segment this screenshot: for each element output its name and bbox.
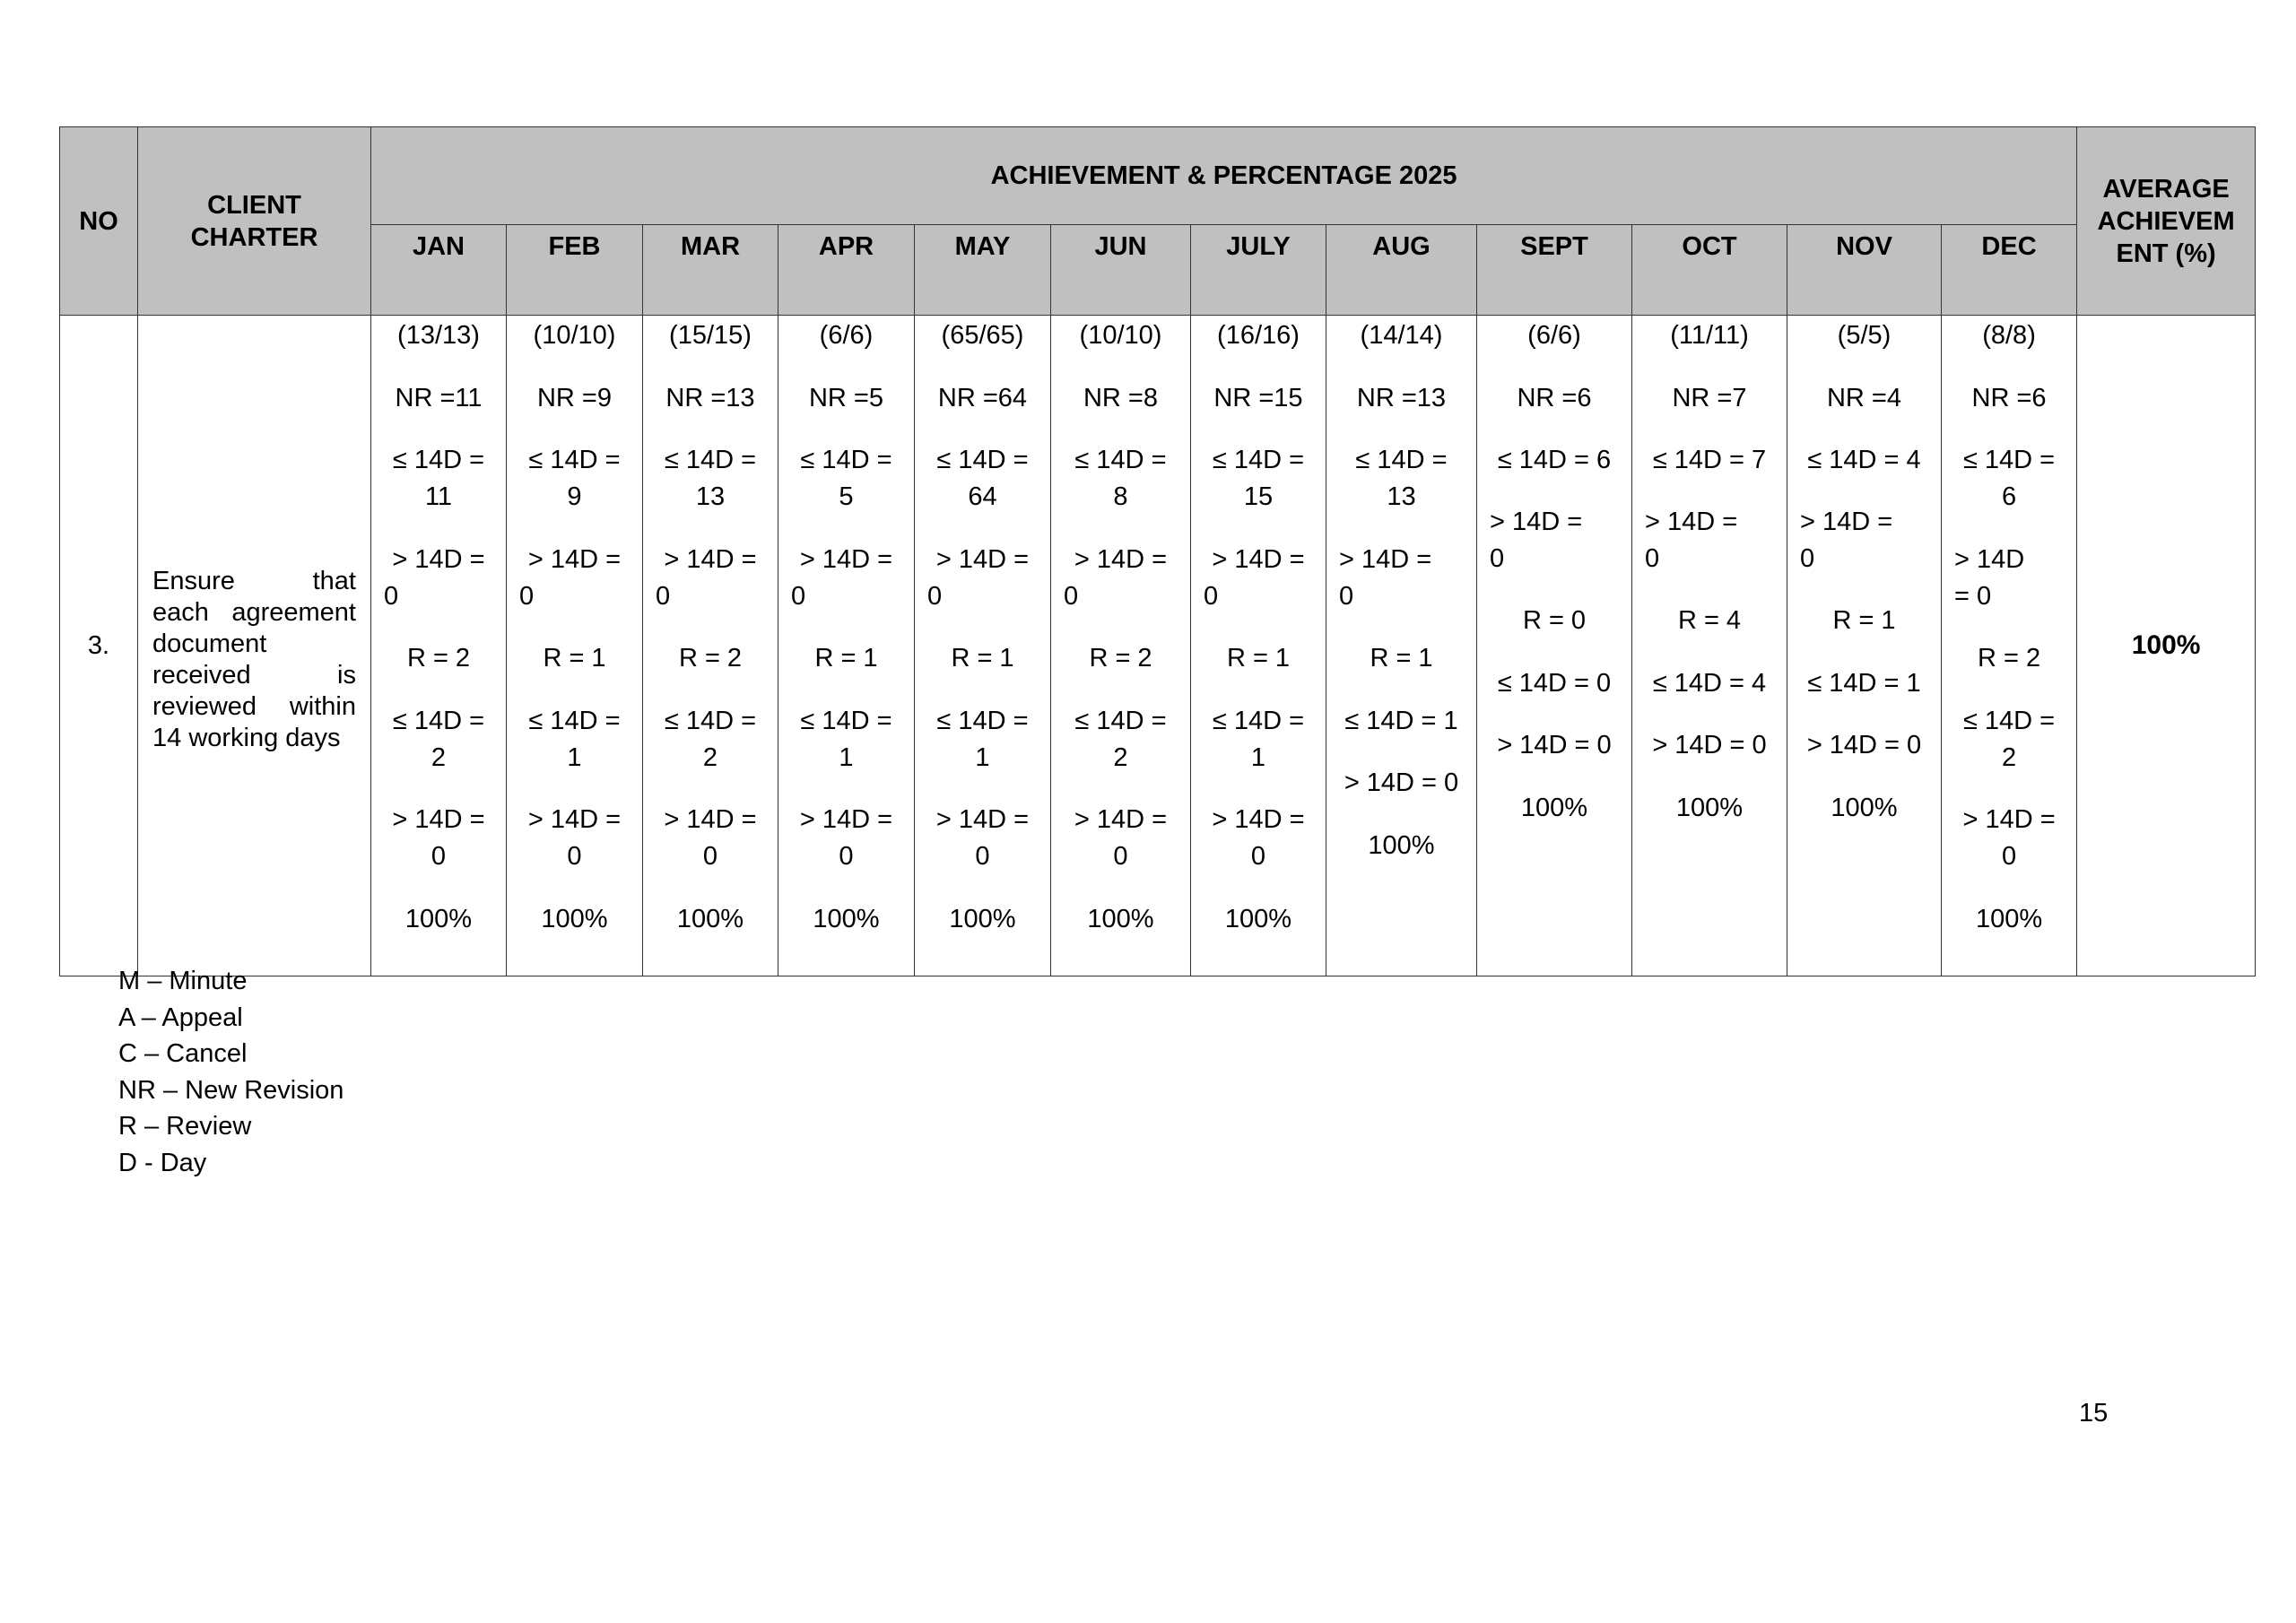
header-row-top [60, 127, 2256, 225]
client-charter-line: received is [152, 661, 356, 690]
month-cell-line: 100% [1087, 905, 1154, 933]
row-number: 3. [60, 316, 138, 976]
month-cell-line: (5/5) [1837, 321, 1892, 350]
client-charter-line: reviewed within [152, 692, 356, 721]
month-cell-line: (13/13) [397, 321, 480, 350]
month-cell-line: NR =8 [1083, 384, 1158, 412]
month-cell-line: > 14D = [1645, 508, 1738, 536]
month-cell-mar [643, 316, 778, 976]
month-cell-line: ≤ 14D = 4 [1807, 446, 1921, 474]
month-cell-line: 0 [1490, 544, 1505, 573]
month-cell-line: 100% [1224, 905, 1292, 933]
month-cell-line: R = 2 [406, 644, 471, 673]
month-cell-line: R = 1 [951, 644, 1014, 673]
month-cell-line: 0 [927, 582, 943, 611]
legend-item: C – Cancel [118, 1039, 248, 1068]
header-month-july: JULY [1191, 225, 1326, 316]
month-cell-line: ≤ 14D = [664, 446, 757, 474]
header-month-feb: FEB [507, 225, 643, 316]
month-cell-line: > 14D = [935, 805, 1030, 834]
header-client-charter-line: CHARTER [190, 222, 318, 252]
month-cell-line: ≤ 14D = [936, 707, 1029, 735]
month-cell-line: 100% [813, 905, 880, 933]
month-cell-line: ≤ 14D = [664, 707, 757, 735]
month-cell-line: (10/10) [533, 321, 616, 350]
header-month-may: MAY [915, 225, 1051, 316]
month-cell-may [915, 316, 1051, 976]
month-cell-line: ≤ 14D = [528, 446, 621, 474]
month-cell-line: 6 [2001, 482, 2017, 511]
header-average-line: AVERAGE [2102, 174, 2230, 204]
month-cell-line: 1 [975, 743, 990, 772]
legend-item: R – Review [118, 1112, 252, 1141]
month-cell-line: 8 [1113, 482, 1128, 511]
average-achievement-value: 100% [2077, 316, 2256, 976]
month-cell-line: > 14D = [1339, 545, 1432, 574]
month-cell-line: ≤ 14D = 1 [1344, 707, 1458, 735]
month-cell-line: ≤ 14D = [528, 707, 621, 735]
month-cell-line: > 14D = [392, 545, 485, 574]
page-number: 15 [2079, 1399, 2109, 1428]
header-month-nov: NOV [1787, 225, 1942, 316]
month-cell-line: 100% [676, 905, 744, 933]
month-cell-line: > 14D = 0 [1497, 731, 1612, 759]
month-cell-line: (14/14) [1360, 321, 1443, 350]
month-cell-line: NR =15 [1213, 384, 1303, 412]
month-cell-line: 100% [1675, 794, 1744, 822]
month-cell-line: 100% [541, 905, 608, 933]
month-cell-line: (8/8) [1982, 321, 2036, 350]
month-cell-aug [1326, 316, 1477, 976]
month-cell-line: R = 1 [814, 644, 878, 673]
month-cell-line: ≤ 14D = [392, 707, 485, 735]
month-cell-line: > 14D [1954, 545, 2025, 574]
header-month-oct: OCT [1632, 225, 1787, 316]
month-cell-line: > 14D = [392, 805, 485, 834]
month-cell-line: NR =6 [1517, 384, 1592, 412]
month-cell-line: 0 [1204, 582, 1219, 611]
month-cell-line: NR =13 [665, 384, 755, 412]
month-cell-line: R = 1 [1226, 644, 1291, 673]
month-cell-line: 100% [949, 905, 1016, 933]
month-cell-line: 0 [1645, 544, 1660, 573]
month-cell-line: R = 2 [1977, 644, 2041, 673]
month-cell-line: R = 0 [1522, 606, 1587, 635]
month-cell-line: NR =5 [808, 384, 883, 412]
month-cell-oct [1632, 316, 1787, 976]
month-cell-line: > 14D = [935, 545, 1030, 574]
month-cell-line: 2 [1113, 743, 1128, 772]
month-cell-line: > 14D = [664, 805, 757, 834]
month-cell-line: ≤ 14D = [1074, 707, 1167, 735]
month-cell-line: ≤ 14D = [936, 446, 1029, 474]
legend-item: NR – New Revision [118, 1075, 344, 1105]
month-cell-line: 1 [567, 743, 582, 772]
month-cell-line: ≤ 14D = 4 [1652, 669, 1767, 698]
month-cell-jun [1051, 316, 1191, 976]
month-cell-line: 0 [519, 582, 535, 611]
month-cell-jan [371, 316, 507, 976]
month-cell-line: > 14D = 0 [1806, 731, 1922, 759]
month-cell-line: 100% [1368, 831, 1435, 860]
month-cell-line: NR =7 [1672, 384, 1747, 412]
month-cell-line: 0 [839, 842, 854, 871]
month-cell-line: 0 [384, 582, 399, 611]
month-cell-line: 100% [1975, 905, 2043, 933]
month-cell-line: 0 [2001, 842, 2017, 871]
client-charter-line: 14 working days [152, 724, 341, 752]
month-cell-line: ≤ 14D = [1212, 446, 1305, 474]
month-cell-line: ≤ 14D = [1355, 446, 1448, 474]
month-cell-line: ≤ 14D = 0 [1497, 669, 1612, 698]
month-cell-line: ≤ 14D = 6 [1497, 446, 1612, 474]
client-charter-line: each agreement [152, 598, 356, 627]
header-average-line: ENT (%) [2116, 239, 2216, 268]
month-cell-line: 0 [1800, 544, 1815, 573]
month-cell-line: 1 [1250, 743, 1266, 772]
month-cell-line: 0 [1339, 582, 1354, 611]
month-cell-line: 0 [1064, 582, 1079, 611]
month-cell-line: 9 [567, 482, 582, 511]
month-cell-line: 13 [695, 482, 726, 511]
header-month-dec: DEC [1942, 225, 2077, 316]
table-row [60, 316, 2256, 976]
header-month-jan: JAN [371, 225, 507, 316]
header-month-jun: JUN [1051, 225, 1191, 316]
month-cell-line: 0 [975, 842, 990, 871]
client-charter-cell [138, 316, 371, 976]
month-cell-line: (11/11) [1670, 321, 1749, 350]
month-cell-line: 0 [702, 842, 718, 871]
month-cell-line: 0 [1113, 842, 1128, 871]
header-month-apr: APR [778, 225, 915, 316]
month-cell-line: (15/15) [669, 321, 752, 350]
month-cell-line: > 14D = [527, 545, 622, 574]
month-cell-line: ≤ 14D = 7 [1652, 446, 1767, 474]
month-cell-line: ≤ 14D = [1962, 446, 2056, 474]
month-cell-line: 64 [968, 482, 997, 511]
month-cell-line: > 14D = [1800, 508, 1893, 536]
client-charter-text [138, 566, 370, 754]
month-cell-line: R = 1 [1370, 644, 1433, 673]
month-cell-line: (6/6) [1527, 321, 1581, 350]
month-cell-line: ≤ 14D = [1962, 707, 2056, 735]
month-cell-line: ≤ 14D = [1212, 707, 1305, 735]
month-cell-line: R = 1 [1832, 606, 1896, 635]
month-cell-line: 2 [702, 743, 718, 772]
header-client-charter [138, 127, 371, 316]
month-cell-line: 13 [1387, 482, 1416, 511]
month-cell-line: 11 [424, 482, 453, 511]
legend-item: M – Minute [118, 967, 248, 995]
month-cell-nov [1787, 316, 1942, 976]
month-cell-line: 100% [404, 905, 473, 933]
month-cell-apr [778, 316, 915, 976]
month-cell-line: > 14D = [527, 805, 622, 834]
month-cell-line: > 14D = [1962, 805, 2056, 834]
month-cell-line: 5 [839, 482, 854, 511]
month-cell-line: (65/65) [941, 321, 1024, 350]
month-cell-july [1191, 316, 1326, 976]
abbreviation-legend [118, 963, 344, 1181]
client-charter-achievement-table [59, 126, 2256, 976]
client-charter-line: document [152, 629, 267, 658]
month-cell-line: > 14D = [799, 545, 893, 574]
month-cell-line: 0 [567, 842, 582, 871]
month-cell-line: NR =13 [1356, 384, 1447, 412]
month-cell-line: (10/10) [1079, 321, 1162, 350]
month-cell-line: > 14D = [1212, 545, 1305, 574]
header-no: NO [60, 127, 138, 316]
month-cell-line: ≤ 14D = [1074, 446, 1167, 474]
client-charter-line: Ensure that [152, 567, 356, 595]
month-cell-line: NR =64 [937, 384, 1028, 412]
legend-item: A – Appeal [118, 1002, 243, 1032]
month-cell-line: 15 [1243, 482, 1274, 511]
month-cell-line: > 14D = 0 [1344, 768, 1459, 797]
month-cell-line: 0 [430, 842, 447, 871]
month-cell-line: 2 [430, 743, 447, 772]
month-cell-line: > 14D = [1074, 545, 1168, 574]
month-cell-line: 0 [791, 582, 806, 611]
header-month-mar: MAR [643, 225, 778, 316]
month-cell-line: 2 [2001, 743, 2017, 772]
month-cell-line: NR =6 [1971, 384, 2047, 412]
header-achievement-title: ACHIEVEMENT & PERCENTAGE 2025 [371, 127, 2077, 225]
month-cell-line: 100% [1520, 794, 1588, 822]
month-cell-line: > 14D = [1490, 508, 1583, 536]
legend-item: D - Day [118, 1148, 207, 1177]
header-month-aug: AUG [1326, 225, 1477, 316]
header-average-achievement [2077, 127, 2256, 316]
header-average-line: ACHIEVEM [2097, 206, 2235, 236]
month-cell-line: 100% [1831, 794, 1898, 822]
month-cell-line: 0 [656, 582, 671, 611]
month-cell-line: R = 2 [1089, 644, 1152, 673]
month-cell-line: NR =11 [395, 384, 483, 412]
header-month-sept: SEPT [1477, 225, 1632, 316]
month-cell-line: > 14D = [799, 805, 893, 834]
month-cell-line: ≤ 14D = [392, 446, 485, 474]
header-row-months [60, 225, 2256, 316]
month-cell-line: = 0 [1954, 582, 1992, 611]
month-cell-line: > 14D = 0 [1652, 731, 1767, 759]
month-cell-line: R = 4 [1677, 606, 1742, 635]
month-cell-line: ≤ 14D = 1 [1807, 669, 1921, 698]
month-cell-line: (6/6) [819, 321, 874, 350]
month-cell-sept [1477, 316, 1632, 976]
month-cell-line: ≤ 14D = [800, 446, 892, 474]
month-cell-line: NR =4 [1826, 384, 1901, 412]
month-cell-line: NR =9 [536, 384, 612, 412]
month-cell-feb [507, 316, 643, 976]
month-cell-line: > 14D = [1074, 805, 1168, 834]
month-cell-line: 1 [839, 743, 854, 772]
month-cell-line: R = 2 [678, 644, 743, 673]
month-cell-line: (16/16) [1217, 321, 1300, 350]
header-client-charter-line: CLIENT [207, 190, 301, 220]
month-cell-line: ≤ 14D = [800, 707, 892, 735]
month-cell-line: R = 1 [543, 644, 606, 673]
month-cell-line: > 14D = [664, 545, 757, 574]
month-cell-line: 0 [1250, 842, 1266, 871]
month-cell-line: > 14D = [1212, 805, 1305, 834]
month-cell-dec [1942, 316, 2077, 976]
